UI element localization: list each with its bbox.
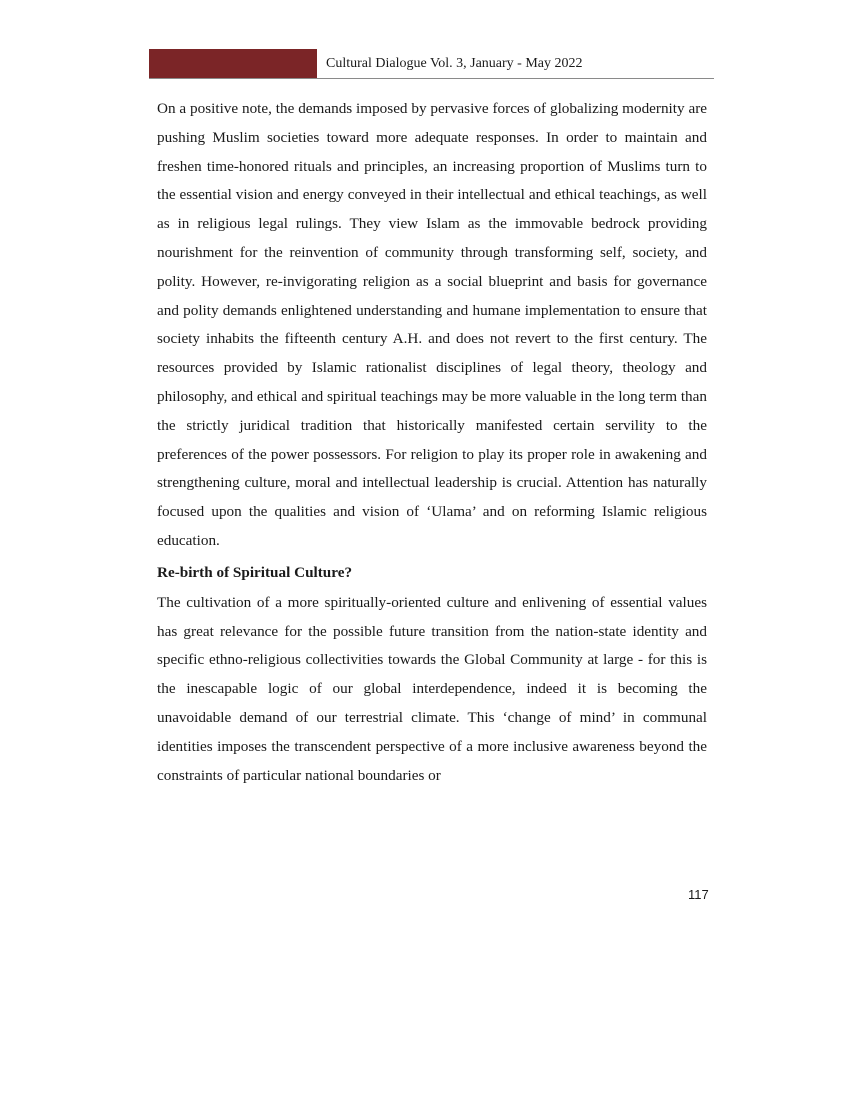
paragraph-2: The cultivation of a more spiritually-oriented culture and enlivening of essential values has great relevance for the possible future transition from the nation-state identity and specific ethno-religious collectivities towards the Global Community at large - for this is the inescapable logic of our global interdependence, indeed it is becoming the unavoidable demand of our terrestrial climate. This ‘change of mind’ in communal identities imposes the transcendent perspective of a more inclusive awareness beyond the constraints of particular national boundaries or — [157, 593, 707, 784]
running-header — [149, 49, 714, 79]
header-rule — [149, 78, 714, 79]
page-number: 117 — [688, 887, 709, 902]
body-text — [157, 95, 707, 790]
running-title: Cultural Dialogue Vol. 3, January - May 2022 — [326, 56, 583, 71]
paragraph-1: On a positive note, the demands imposed by pervasive forces of globalizing modernity are pushing Muslim societies toward more adequate responses. In order to maintain and freshen time-honored rituals and principles, an increasing proportion of Muslims turn to the essential vision and energy conveyed in their intellectual and ethical teachings, as well as in religious legal rulings. They view Islam as the immovable bedrock providing nourishment for the reinvention of community through transforming self, society, and polity. However, re-invigorating religion as a social blueprint and basis for governance and polity demands enlightened understanding and humane implementation to ensure that society inhabits the fifteenth century A.H. and does not revert to the first century. The resources provided by Islamic rationalist disciplines of legal theory, theology and philosophy, and ethical and spiritual teachings may be more valuable in the long term than the strictly juridical tradition that historically manifested certain servility to the preferences of the power possessors. For religion to play its proper role in awakening and strengthening culture, moral and intellectual leadership is crucial. Attention has naturally focused upon the qualities and vision of ‘Ulama’ and on reforming Islamic religious education. — [157, 100, 707, 549]
section-heading: Re-birth of Spiritual Culture? — [157, 563, 353, 581]
header-color-band — [149, 49, 317, 78]
